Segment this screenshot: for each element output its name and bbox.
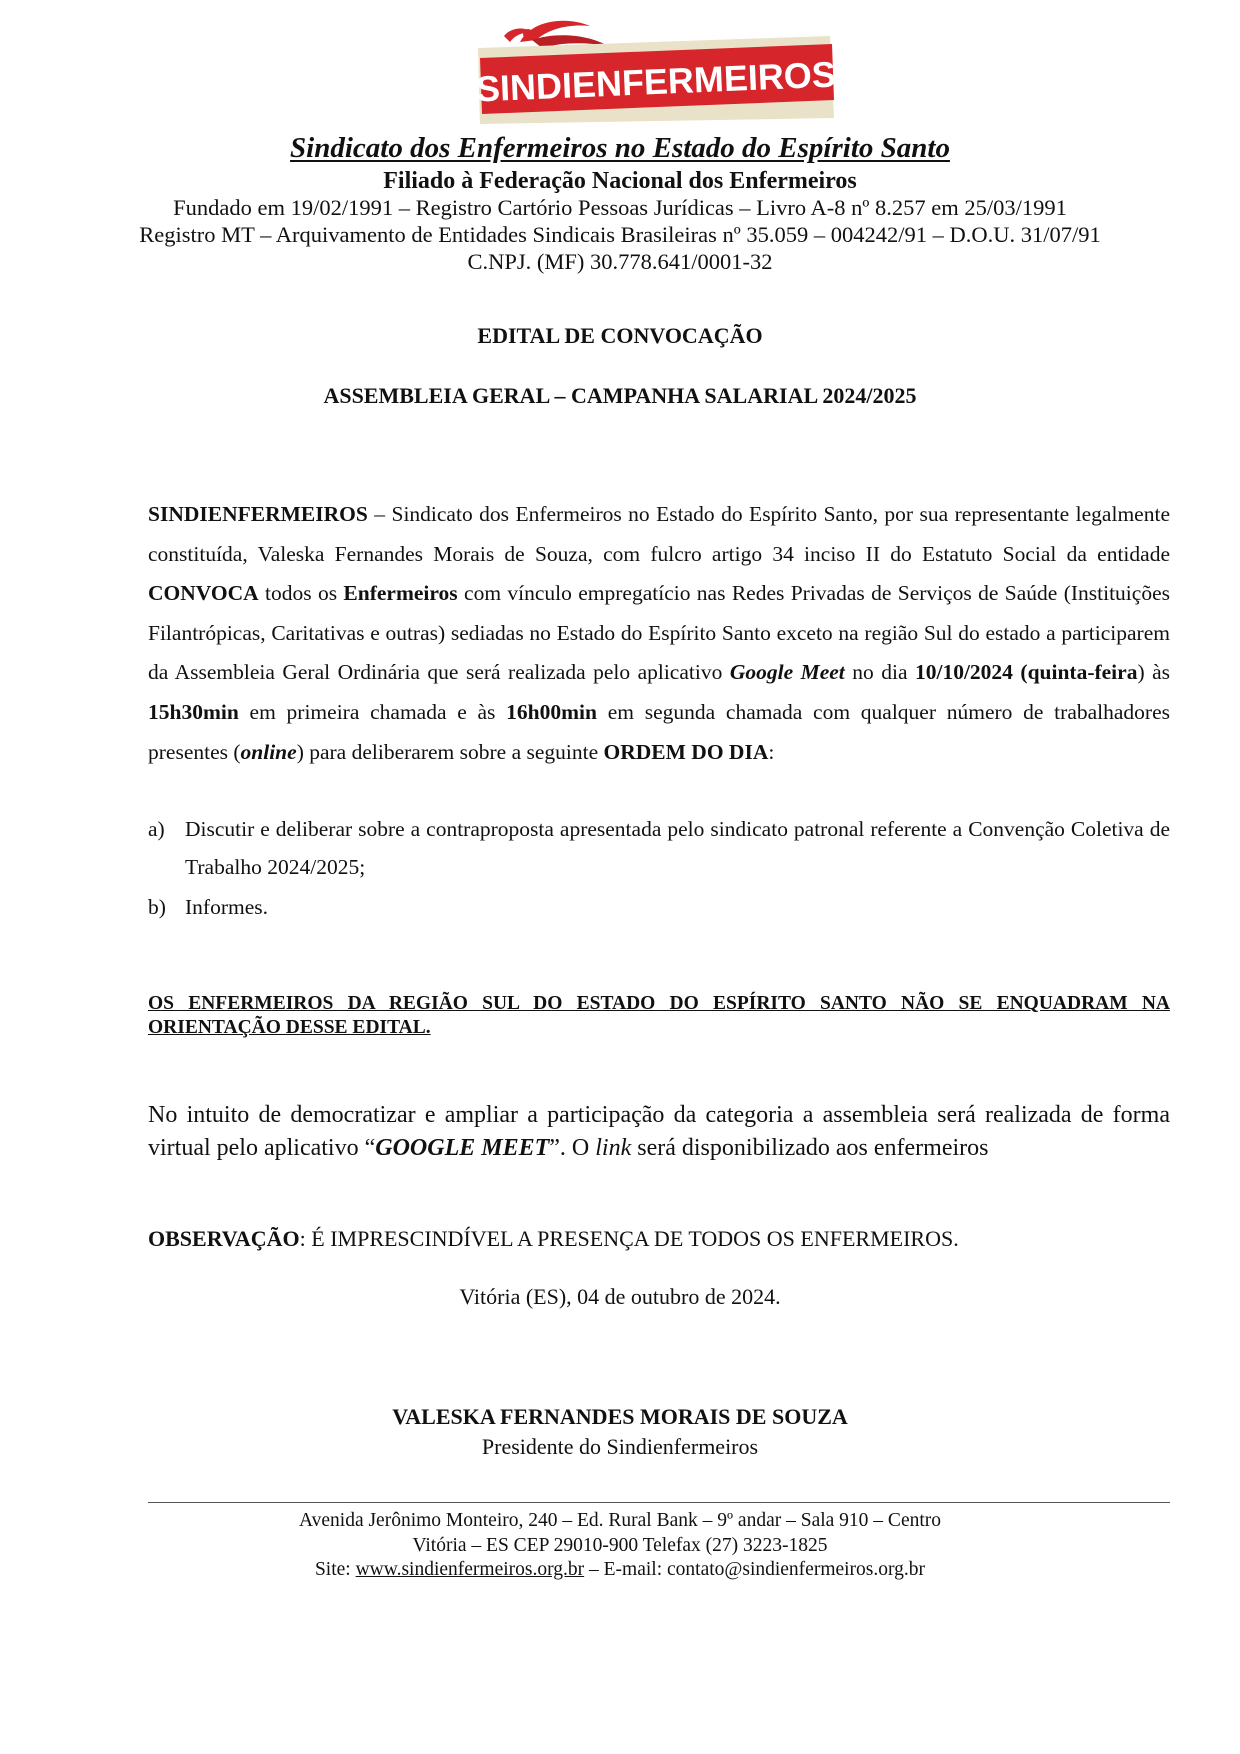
signer-name: VALESKA FERNANDES MORAIS DE SOUZA — [392, 1404, 848, 1429]
agenda-item — [148, 888, 1170, 926]
assembly-title: ASSEMBLEIA GERAL – CAMPANHA SALARIAL 2024/2025 — [323, 383, 917, 408]
first-call-time: 15h30min — [148, 699, 239, 724]
observation: OBSERVAÇÃO: É IMPRESCINDÍVEL A PRESENÇA DE TODOS OS ENFERMEIROS. — [148, 1226, 959, 1251]
agenda-text: Informes. — [185, 895, 268, 919]
registration-line-2: Registro MT – Arquivamento de Entidades Sindicais Brasileiras nº 35.059 – 004242/91 – D.O.U. 31/07/91 — [139, 222, 1101, 247]
agenda-marker: a) — [148, 817, 165, 841]
convocation-paragraph: SINDIENFERMEIROS – Sindicato dos Enfermeiros no Estado do Espírito Santo, por sua representante legalmente constituída, Valeska Fernandes Morais de Souza, com fulcro artigo 34 inciso II do Estatuto Social da entidade CONVOCA todos os Enfermeiros com vínculo empregatício nas Redes Privadas de Serviços de Saúde (Instituições Filantrópicas, Caritativas e outras) sediadas no Estado do Espírito Santo exceto na região Sul do estado a participarem da Assembleia Geral Ordinária que será realizada pelo aplicativo Google Meet no dia 10/10/2024 (quinta-feira) às 15h30min em primeira chamada e às 16h00min em segunda chamada com qualquer número de trabalhadores presentes (online) para deliberarem sobre a seguinte ORDEM DO DIA: — [148, 502, 1170, 764]
website-link[interactable]: www.sindienfermeiros.org.br — [355, 1559, 585, 1580]
observation-label: OBSERVAÇÃO — [148, 1226, 300, 1251]
footer-divider — [148, 1502, 1170, 1503]
place-and-date: Vitória (ES), 04 de outubro de 2024. — [459, 1284, 781, 1309]
footer-city-phone: Vitória – ES CEP 29010-900 Telefax (27) 3223-1825 — [412, 1535, 828, 1556]
signer-role: Presidente do Sindienfermeiros — [481, 1434, 759, 1459]
registration-line-1: Fundado em 19/02/1991 – Registro Cartório Pessoas Jurídicas – Livro A-8 nº 8.257 em 25/03/1991 — [173, 195, 1067, 220]
bird-emblem-icon — [504, 21, 608, 48]
app-name: Google Meet — [729, 660, 845, 685]
agenda-text: Discutir e deliberar sobre a contraproposta apresentada pelo sindicato patronal referente a Convenção Coletiva de Trabalho 2024/2025; — [185, 817, 1170, 879]
second-call-time: 16h00min — [506, 699, 597, 724]
logo-wordmark: SINDIENFERMEIROS — [475, 53, 837, 110]
footer-address: Avenida Jerônimo Monteiro, 240 – Ed. Rural Bank – 9º andar – Sala 910 – Centro — [298, 1510, 942, 1531]
org-name: SINDIENFERMEIROS — [148, 502, 368, 526]
southern-region-notice: OS ENFERMEIROS DA REGIÃO SUL DO ESTADO DO ESPÍRITO SANTO NÃO SE ENQUADRAM NA ORIENTAÇÃO DESSE EDITAL. — [148, 993, 1170, 1038]
agenda-item — [148, 810, 1170, 886]
agenda-marker: b) — [148, 895, 166, 919]
union-name-title: Sindicato dos Enfermeiros no Estado do Espírito Santo — [290, 132, 950, 164]
app-name: GOOGLE MEET — [375, 1135, 550, 1161]
virtual-meeting-paragraph: No intuito de democratizar e ampliar a participação da categoria a assembleia será realizada de forma virtual pelo aplicativo “GOOGLE MEET”. O link será disponibilizado aos enfermeiros — [148, 1102, 1170, 1161]
email-text: – E-mail: contato@sindienfermeiros.org.br — [584, 1559, 926, 1580]
footer-contact: Site: www.sindienfermeiros.org.br – E-mail: contato@sindienfermeiros.org.br — [314, 1559, 926, 1580]
federation-affiliation: Filiado à Federação Nacional dos Enfermeiros — [383, 168, 857, 194]
sindienfermeiros-logo — [470, 14, 842, 126]
document-title: EDITAL DE CONVOCAÇÃO — [477, 323, 763, 348]
agenda-heading: ORDEM DO DIA — [603, 739, 769, 764]
meeting-date: 10/10/2024 (quinta-feira — [914, 660, 1138, 685]
cnpj-line: C.NPJ. (MF) 30.778.641/0001-32 — [467, 249, 773, 274]
